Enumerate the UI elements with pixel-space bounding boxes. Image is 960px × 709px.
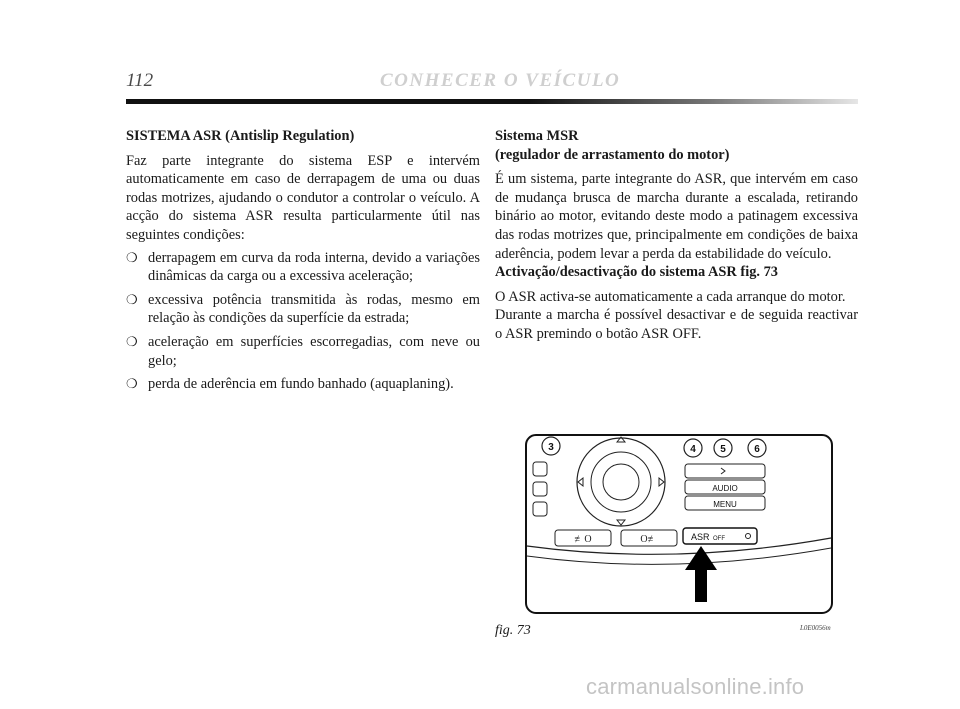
figure-caption: fig. 73 bbox=[495, 623, 531, 638]
asr-intro: Faz parte integrante do sistema ESP e intervém automaticamente em caso de derrapagem de uma ou duas rodas motrizes, ajudando o condutor a controlar o veículo. A acção do sistema ASR resulta particularmente útil nas seguintes condições: bbox=[126, 152, 480, 243]
list-item bbox=[126, 375, 480, 394]
msr-heading-line2: (regulador de arrastamento do motor) bbox=[495, 146, 730, 163]
preset-5-label: 5 bbox=[720, 444, 726, 455]
list-item bbox=[126, 249, 480, 286]
preset-6-label: 6 bbox=[754, 444, 760, 455]
figure-73-dashboard bbox=[525, 434, 833, 614]
bullet-icon: ❍ bbox=[126, 249, 138, 265]
bullet-icon: ❍ bbox=[126, 376, 138, 392]
preset-3-label: 3 bbox=[548, 442, 554, 453]
menu-label: MENU bbox=[713, 500, 737, 509]
fog-light-icon: ≢O bbox=[574, 534, 592, 545]
activation-heading: Activação/desactivação do sistema ASR fig. 73 bbox=[495, 264, 778, 281]
dashboard-illustration bbox=[525, 434, 833, 614]
list-item bbox=[126, 333, 480, 370]
bullet-icon: ❍ bbox=[126, 291, 138, 307]
watermark: carmanualsonline.info bbox=[586, 674, 805, 699]
list-item-text: aceleração em superfícies escorregadias, com neve ou gelo; bbox=[148, 333, 480, 369]
list-item-text: perda de aderência em fundo banhado (aquaplaning). bbox=[148, 376, 454, 393]
header-rule bbox=[126, 99, 858, 104]
rear-fog-icon: O≢ bbox=[640, 534, 658, 545]
msr-text: É um sistema, parte integrante do ASR, que intervém em caso de mudança brusca de marcha durante a escalada, retirando binário ao motor, evitando deste modo a patinagem excessiva das rodas motrizes que, principalmente em condições de baixa aderência, podem levar a perda da estabilidade do veículo. bbox=[495, 171, 858, 262]
bullet-icon: ❍ bbox=[126, 333, 138, 349]
activation-text-2: Durante a marcha é possível desactivar e de seguida reactivar o ASR premindo o botão ASR OFF. bbox=[495, 307, 858, 342]
list-item-text: derrapagem em curva da roda interna, devido a variações dinâmicas da carga ou a excessiva aceleração; bbox=[148, 249, 480, 285]
asr-heading: SISTEMA ASR (Antislip Regulation) bbox=[126, 128, 355, 144]
off-label: OFF bbox=[713, 536, 725, 542]
section-title: CONHECER O VEÍCULO bbox=[380, 70, 621, 91]
page-number: 112 bbox=[126, 70, 154, 91]
left-column bbox=[126, 127, 480, 399]
activation-text-1: O ASR activa-se automaticamente a cada arranque do motor. bbox=[495, 288, 846, 305]
preset-4-label: 4 bbox=[690, 444, 696, 455]
list-item bbox=[126, 291, 480, 328]
list-item-text: excessiva potência transmitida às rodas, mesmo em relação às condições da superfície da estrada; bbox=[148, 291, 480, 327]
asr-label: ASR bbox=[691, 532, 710, 542]
msr-heading-line1: Sistema MSR bbox=[495, 128, 579, 144]
figure-frame bbox=[526, 435, 832, 613]
asr-conditions-list bbox=[126, 249, 480, 394]
audio-label: AUDIO bbox=[712, 484, 738, 493]
right-column bbox=[495, 127, 858, 344]
figure-code: L0E0056m bbox=[800, 624, 831, 632]
page-header bbox=[126, 68, 858, 108]
